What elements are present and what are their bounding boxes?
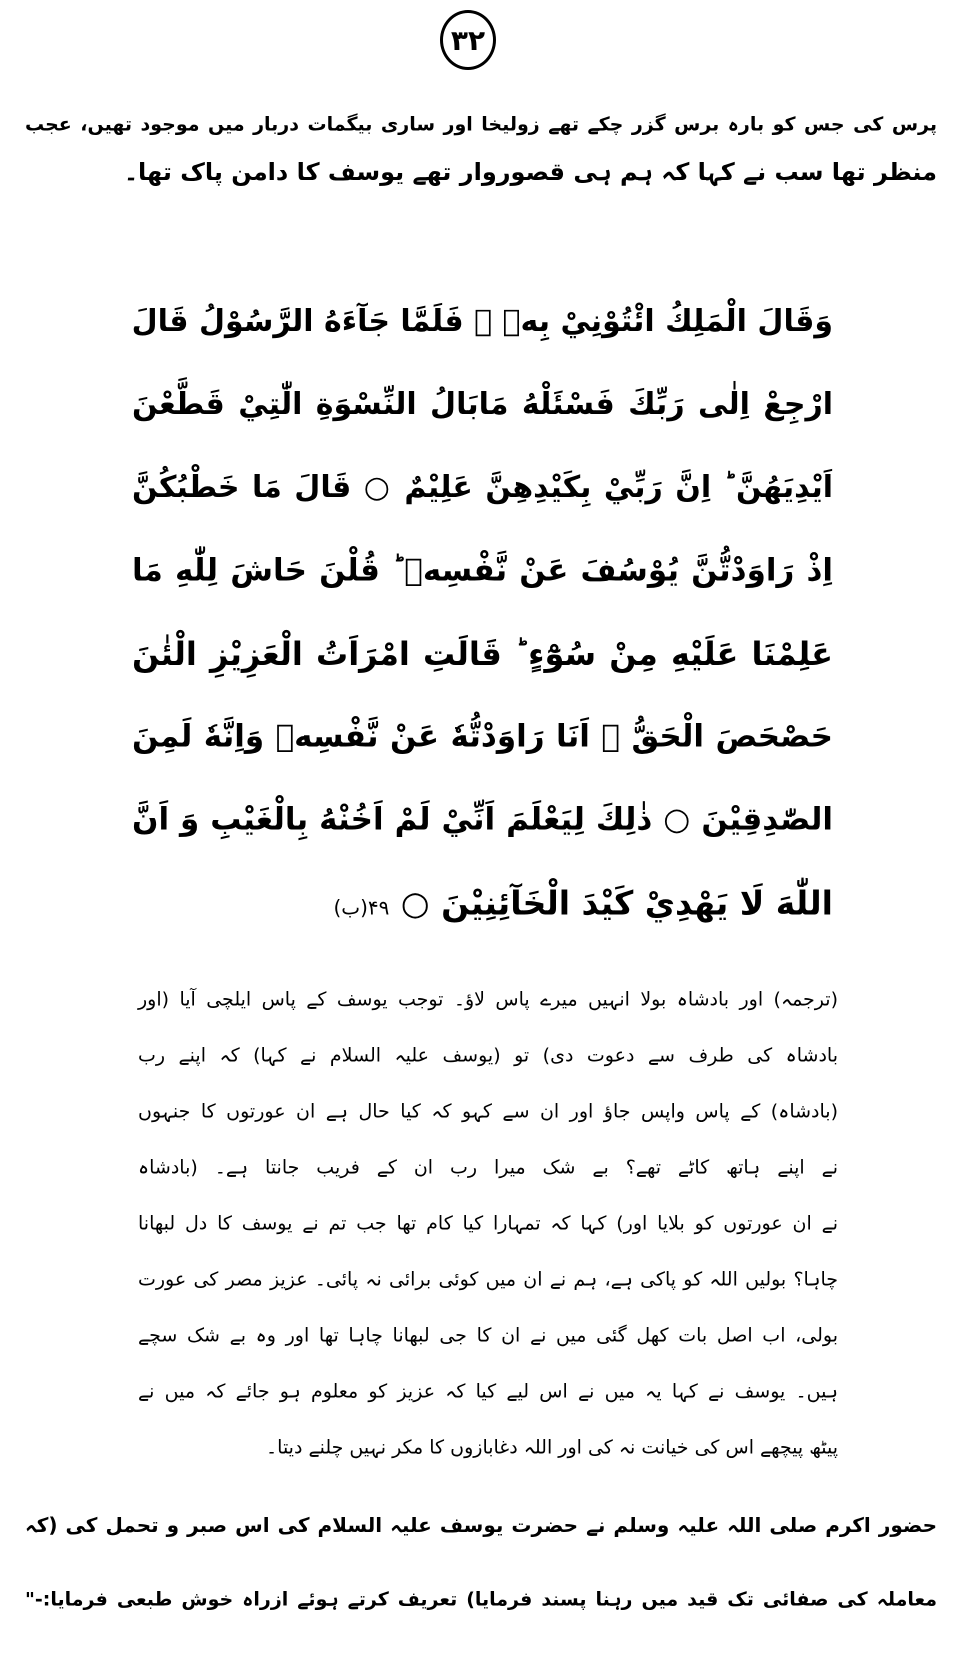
translation-line: نے اپنے ہاتھ کاٹے تھے؟ بے شک میرا رب ان کے فریب جانتا ہے۔ (بادشاہ bbox=[138, 1156, 838, 1179]
translation-line: پیٹھ پیچھے اس کی خیانت نہ کی اور اللہ دغابازوں کا مکر نہیں چلنے دیتا۔ bbox=[266, 1436, 838, 1459]
translation-line: (ترجمہ) اور بادشاہ بولا انہیں میرے پاس لاؤ۔ توجب یوسف کے پاس ایلچی آیا (اور bbox=[138, 988, 838, 1011]
translation-line: چاہا؟ بولیں اللہ کو پاکی ہے، ہم نے ان میں کوئی برائی نہ پائی۔ عزیز مصر کی عورت bbox=[138, 1268, 838, 1291]
translation-line: بادشاہ کی طرف سے دعوت دی) تو (یوسف علیہ السلام نے کہا) کہ اپنے رب bbox=[138, 1044, 838, 1067]
verse-line: اِذْ رَاوَدْتُّنَّ يُوْسُفَ عَنْ نَّفْسِهٖ ؕ قُلْنَ حَاشَ لِلّٰهِ مَا bbox=[132, 552, 833, 589]
translation-line: ہیں۔ یوسف نے کہا یہ میں نے اس لیے کیا کہ عزیز کو معلوم ہو جائے کہ میں نے bbox=[138, 1380, 838, 1403]
translation-line: (بادشاہ) کے پاس واپس جاؤ اور ان سے کہو کہ کیا حال ہے ان عورتوں کا جنہوں bbox=[138, 1100, 838, 1123]
page-number: ۳۲ bbox=[440, 10, 496, 70]
verse-line: الصّٰدِقِيْنَ ○ ذٰلِكَ لِيَعْلَمَ اَنِّيْ لَمْ اَخُنْهُ بِالْغَيْبِ وَ اَنَّ bbox=[132, 801, 833, 838]
verse-line: اَيْدِيَهُنَّ ؕ اِنَّ رَبِّيْ بِكَيْدِهِنَّ عَلِيْمٌ ○ قَالَ مَا خَطْبُكُنَّ bbox=[132, 470, 833, 505]
closing-line: معاملہ کی صفائی تک قید میں رہنا پسند فرمایا) تعریف کرتے ہوئے ازراہ خوش طبعی فرمایا:-" bbox=[25, 1588, 937, 1611]
intro-line: منظر تھا سب نے کہا کہ ہم ہی قصوروار تھے یوسف کا دامن پاک تھا۔ bbox=[123, 158, 937, 186]
verse-line: ارْجِعْ اِلٰى رَبِّكَ فَسْئَلْهُ مَابَالُ النِّسْوَةِ الّٰتِيْ قَطَّعْنَ bbox=[132, 387, 833, 422]
intro-line: پرس کی جس کو بارہ برس گزر چکے تھے زولیخا اور ساری بیگمات دربار میں موجود تھیں، عجب bbox=[25, 113, 937, 136]
translation-line: بولی، اب اصل بات کھل گئی میں نے ان کا جی لبھانا چاہا تھا اور وہ بے شک سچے bbox=[138, 1324, 838, 1347]
verse-line-last bbox=[132, 883, 833, 923]
verse-line: وَقَالَ الْمَلِكُ ائْتُوْنِيْ بِهٖ ۚ فَلَمَّا جَآءَهُ الرَّسُوْلُ قَالَ bbox=[131, 304, 833, 339]
closing-line: حضور اکرم صلی اللہ علیہ وسلم نے حضرت یوسف علیہ السلام کی اس صبر و تحمل کی (کہ bbox=[25, 1513, 937, 1537]
verse-text: اللّٰهَ لَا يَهْدِيْ كَيْدَ الْخَآئِنِيْنَ ○ bbox=[400, 883, 833, 923]
verse-line: حَصْحَصَ الْحَقُّ ؗ اَنَا رَاوَدْتُّهٗ عَنْ نَّفْسِهٖ وَاِنَّهٗ لَمِنَ bbox=[132, 718, 833, 755]
translation-line: نے ان عورتوں کو بلایا اور) کہا کہ تمہارا کیا کام تھا جب تم نے یوسف کا دل لبھانا bbox=[138, 1212, 838, 1235]
verse-reference: ۴۹(ب) bbox=[333, 895, 390, 920]
verse-line: عَلِمْنَا عَلَيْهِ مِنْ سُوْٓءٍ ؕ قَالَتِ امْرَاَتُ الْعَزِيْزِ الْئٰنَ bbox=[132, 635, 833, 673]
